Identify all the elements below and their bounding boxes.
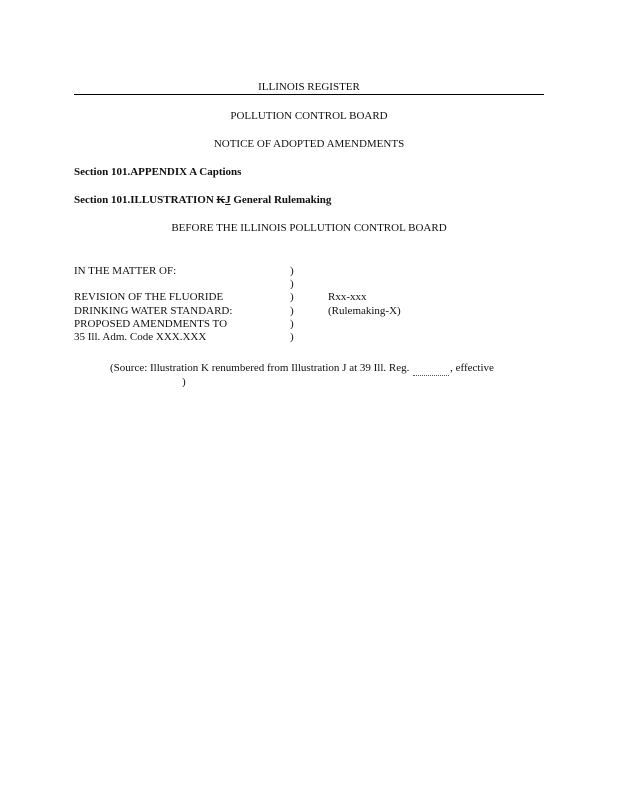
caption-right	[328, 278, 528, 291]
header-rule	[74, 94, 544, 95]
source-effective: , effective	[450, 362, 494, 374]
caption-row	[74, 318, 544, 331]
caption-paren: )	[290, 278, 294, 291]
register-header: ILLINOIS REGISTER	[258, 81, 360, 93]
case-caption	[74, 265, 544, 344]
caption-paren: )	[290, 317, 294, 330]
caption-left: IN THE MATTER OF:	[74, 265, 177, 277]
inserted-letter: J	[225, 194, 231, 206]
caption-left: 35 Ill. Adm. Code XXX.XXX	[74, 330, 207, 343]
caption-left	[74, 278, 290, 291]
source-note-line2	[110, 376, 186, 389]
illustration-prefix: Section 101.ILLUSTRATION	[74, 194, 217, 206]
caption-paren: )	[290, 265, 294, 277]
docket-number: Rxx-xxx	[328, 291, 367, 304]
caption-paren: )	[290, 291, 294, 304]
caption-row	[74, 291, 544, 304]
caption-row	[74, 331, 544, 344]
caption-left: DRINKING WATER STANDARD:	[74, 304, 233, 317]
caption-left: REVISION OF THE FLUORIDE	[74, 291, 224, 304]
before-board-line: BEFORE THE ILLINOIS POLLUTION CONTROL BOARD	[171, 222, 447, 234]
caption-row	[74, 278, 544, 291]
caption-paren: )	[290, 330, 294, 343]
caption-right	[328, 265, 528, 278]
source-note	[110, 362, 494, 376]
board-title: POLLUTION CONTROL BOARD	[230, 110, 388, 122]
section-appendix-heading: Section 101.APPENDIX A Captions	[74, 166, 242, 178]
effective-date-blank	[110, 376, 182, 389]
reg-page-blank	[413, 362, 449, 376]
caption-right	[328, 318, 528, 331]
source-text: (Source: Illustration K renumbered from Illustration J at 39 Ill. Reg.	[110, 362, 410, 374]
caption-right	[328, 331, 528, 344]
source-close-paren: )	[182, 376, 186, 388]
rulemaking-label: (Rulemaking-X)	[328, 304, 401, 317]
notice-title: NOTICE OF ADOPTED AMENDMENTS	[213, 138, 405, 150]
caption-left: PROPOSED AMENDMENTS TO	[74, 317, 228, 330]
caption-paren: )	[290, 304, 294, 317]
caption-row	[74, 305, 544, 318]
section-illustration-heading	[74, 194, 331, 207]
caption-row	[74, 265, 544, 278]
struck-letter: K	[216, 194, 226, 206]
illustration-suffix: General Rulemaking	[230, 194, 332, 206]
